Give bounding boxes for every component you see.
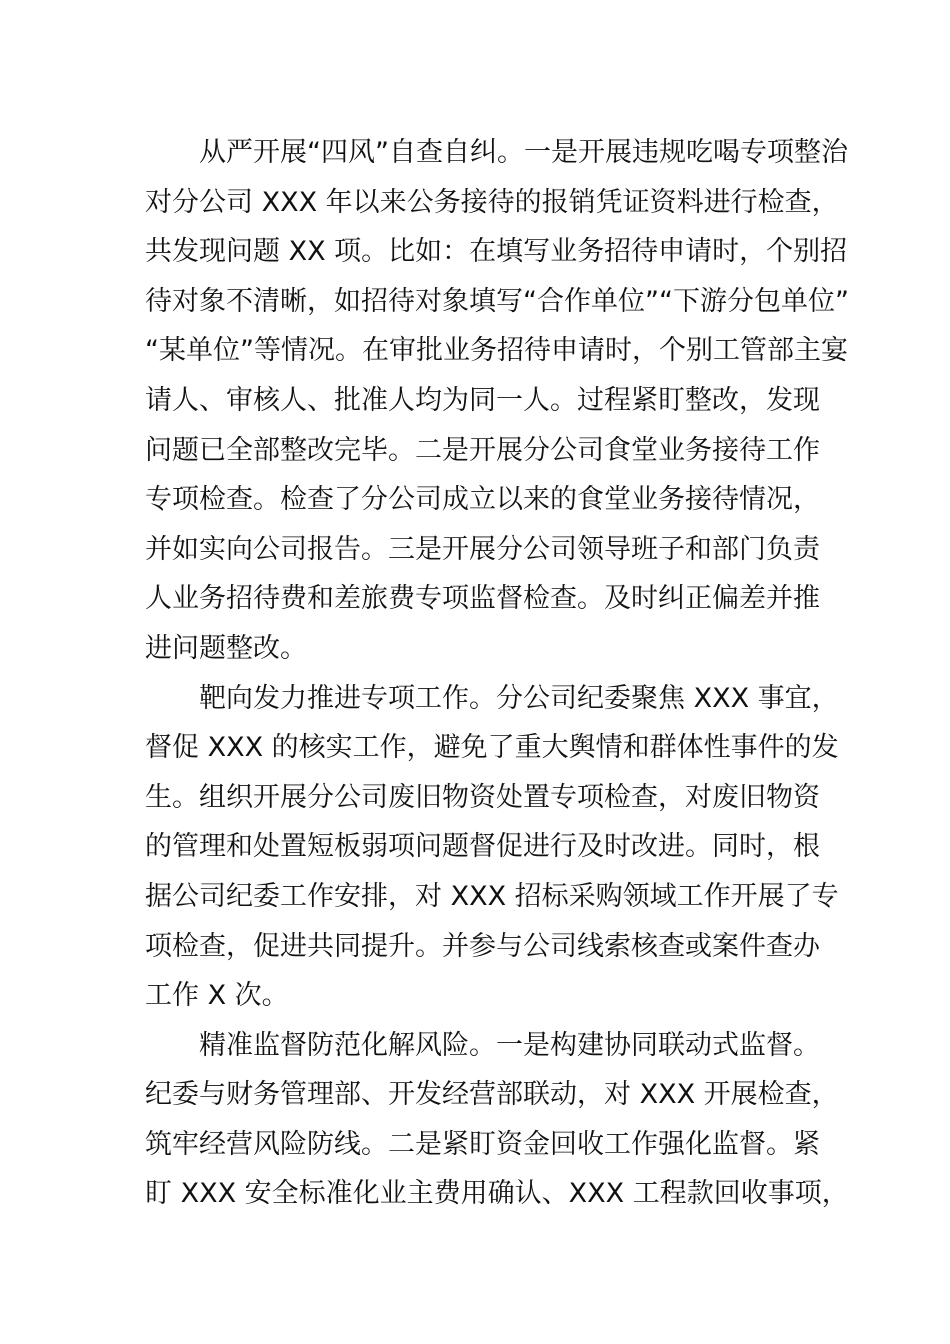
text-line: 人业务招待费和差旅费专项监督检查。及时纠正偏差并推 — [145, 583, 820, 615]
text-line: 请人、审核人、批准人均为同一人。过程紧盯整改，发现 — [145, 384, 820, 416]
paragraph-1 — [145, 128, 849, 674]
paragraph-2 — [145, 674, 839, 1021]
text-line: 的管理和处置短板弱项问题督促进行及时改进。同时，根 — [145, 831, 820, 863]
text-line: 工作 X 次。 — [145, 980, 289, 1012]
text-line: 督促 XXX 的核实工作，避免了重大舆情和群体性事件的发 — [145, 732, 839, 764]
text-line: 从严开展“四风”自查自纠。一是开展违规吃喝专项整治 — [199, 137, 848, 168]
text-line: 问题已全部整改完毕。二是开展分公司食堂业务接待工作 — [145, 434, 820, 466]
text-line: 进问题整改。 — [145, 632, 307, 664]
text-line: 筑牢经营风险防线。二是紧盯资金回收工作强化监督。紧 — [145, 1128, 820, 1160]
text-line: 项检查，促进共同提升。并参与公司线索核查或案件查办 — [145, 930, 820, 962]
text-line: 盯 XXX 安全标准化业主费用确认、XXX 工程款回收事项， — [145, 1178, 849, 1210]
text-line: 并如实向公司报告。三是开展分公司领导班子和部门负责 — [145, 533, 820, 565]
text-line: 精准监督防范化解风险。一是构建协同联动式监督。 — [199, 1029, 820, 1061]
text-line: “某单位”等情况。在审批业务招待申请时，个别工管部主宴 — [145, 335, 848, 367]
text-line: 生。组织开展分公司废旧物资处置专项检查，对废旧物资 — [145, 781, 820, 813]
text-line: 对分公司 XXX 年以来公务接待的报销凭证资料进行检查， — [145, 186, 839, 218]
text-line: 纪委与财务管理部、开发经营部联动，对 XXX 开展检查， — [145, 1079, 839, 1111]
text-line: 专项检查。检查了分公司成立以来的食堂业务接待情况， — [145, 484, 820, 516]
text-line: 共发现问题 XX 项。比如：在填写业务招待申请时，个别招 — [145, 236, 848, 268]
text-line: 据公司纪委工作安排，对 XXX 招标采购领域工作开展了专 — [145, 880, 839, 912]
document-body — [145, 128, 849, 1219]
text-line: 靶向发力推进专项工作。分公司纪委聚焦 XXX 事宜， — [199, 682, 839, 714]
text-line: 待对象不清晰，如招待对象填写“合作单位”“下游分包单位” — [145, 285, 849, 317]
paragraph-3 — [145, 1021, 849, 1219]
